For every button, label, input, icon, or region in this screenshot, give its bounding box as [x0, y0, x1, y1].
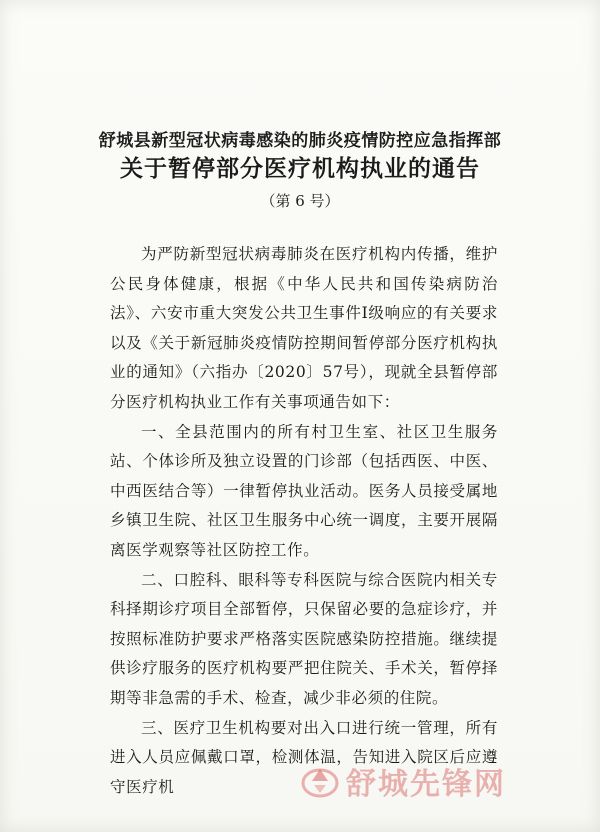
- notice-title: 关于暂停部分医疗机构执业的通告: [120, 155, 480, 182]
- paragraph-item-3: 三、医疗卫生机构要对出入口进行统一管理，所有进入人员应佩戴口罩，检测体温，告知进入院区后应遵守医疗机: [110, 718, 498, 796]
- issuer-heading: 舒城县新型冠状病毒感染的肺炎疫情防控应急指挥部: [98, 131, 502, 151]
- paragraph-item-1: 一、全县范围内的所有村卫生室、社区卫生服务站、个体诊所及独立设置的门诊部（包括西医、中医、中西医结合等）一律暂停执业活动。医务人员接受属地乡镇卫生院、社区卫生服务中心统一调度，主要开展隔离医学观察等社区防控工作。: [110, 422, 498, 559]
- paragraph-item-2: 二、口腔科、眼科等专科医院与综合医院内相关专科择期诊疗项目全部暂停，只保留必要的急症诊疗，并按照标准防护要求严格落实医院感染防控措施。继续提供诊疗服务的医疗机构要严把住院关、手术关，暂停择期等非急需的手术、检查，减少非必须的住院。: [110, 570, 498, 707]
- site-logo-icon: [300, 761, 340, 801]
- site-watermark: [300, 756, 540, 806]
- notice-number: （第 6 号）: [260, 192, 340, 210]
- notice-body: [110, 240, 498, 802]
- watermark-text: 舒城先锋网: [346, 767, 506, 802]
- paragraph-intro: 为严防新型冠状病毒肺炎在医疗机构内传播，维护公民身体健康，根据《中华人民共和国传染病防治法》、六安市重大突发公共卫生事件Ⅰ级响应的有关要求以及《关于新冠肺炎疫情防控期间暂停部分医疗机构执业的通知》（六指办〔2020〕57号），现就全县暂停部分医疗机构执业工作有关事项通告如下：: [110, 245, 498, 411]
